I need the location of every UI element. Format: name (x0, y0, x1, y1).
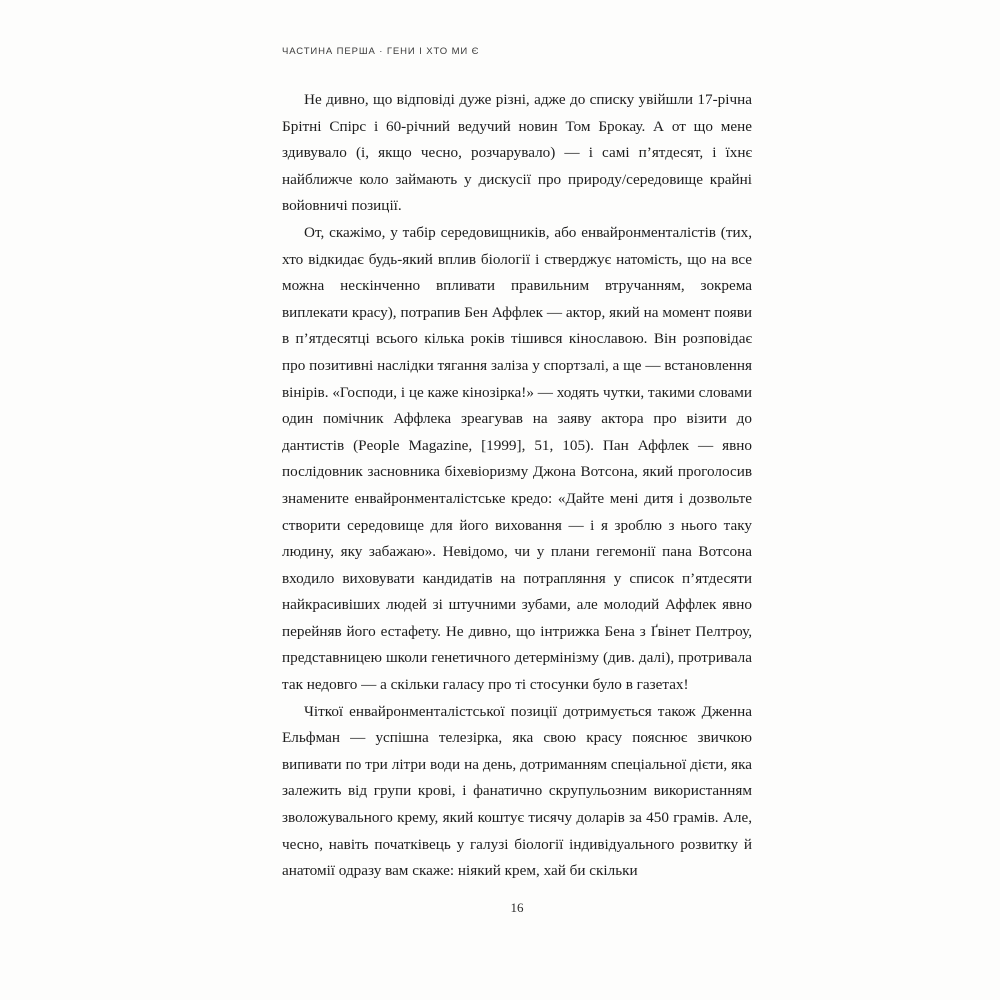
running-head: ЧАСТИНА ПЕРША · ГЕНИ І ХТО МИ Є (282, 46, 480, 57)
page-text-block (282, 46, 752, 885)
paragraph: Не дивно, що відповіді дуже різні, адже до списку увійшли 17-річна Брітні Спірс і 60-річний ведучий новин Том Брокау. А от що мене здивувало (і, якщо чесно, розчарувало) — і самі п’ятдесят, і їхнє найближче коло займають у дискусії про природу/середовище крайні войовничі позиції. (282, 91, 752, 215)
page-number: 16 (510, 900, 524, 915)
paragraph: Чіткої енвайронменталістської позиції дотримується також Дженна Ельфман — успішна телезірка, яка свою красу пояснює звичкою випивати по три літри води на день, дотриманням спеціальної дієти, яка залежить від групи крові, і фанатично скрупульозним використанням зволожувального крему, який коштує тисячу доларів за 450 грамів. Але, чесно, навіть початківець у галузі біології індивідуального розвитку й анатомії одразу вам скаже: ніякий крем, хай би скільки (282, 702, 752, 880)
paragraph: От, скажімо, у табір середовищників, або енвайронменталістів (тих, хто відкидає будь-який вплив біології і стверджує натомість, що на все можна нескінченно впливати правильним втручанням, зокрема виплекати красу), потрапив Бен Аффлек — актор, який на момент появи в п’ятдесятці всього кілька років тішився кінославою. Він розповідає про позитивні наслідки тягання заліза у спортзалі, а ще — встановлення вінірів. «Господи, і це каже кінозірка!» — ходять чутки, такими словами один помічник Аффлека зреагував на заяву актора про візити до дантистів (People Magazine, [1999], 51, 105). Пан Аффлек — явно послідовник засновника біхевіоризму Джона Вотсона, який проголосив знамените енвайронменталістське кредо: «Дайте мені дитя і дозвольте створити середовище для його виховання — і я зроблю з нього таку людину, яку забажаю». Невідомо, чи у плани гегемонії пана Вотсона входило виховувати кандидатів на потрапляння у список п’ятдесяти найкрасивіших людей зі штучними зубами, але молодий Аффлек явно перейняв його естафету. Не дивно, що інтрижка Бена з Ґвінет Пелтроу, представницею школи генетичного детермінізму (див. далі), протривала так недовго — а скільки галасу про ті стосунки було в газетах! (282, 223, 752, 694)
body-text (282, 87, 752, 885)
